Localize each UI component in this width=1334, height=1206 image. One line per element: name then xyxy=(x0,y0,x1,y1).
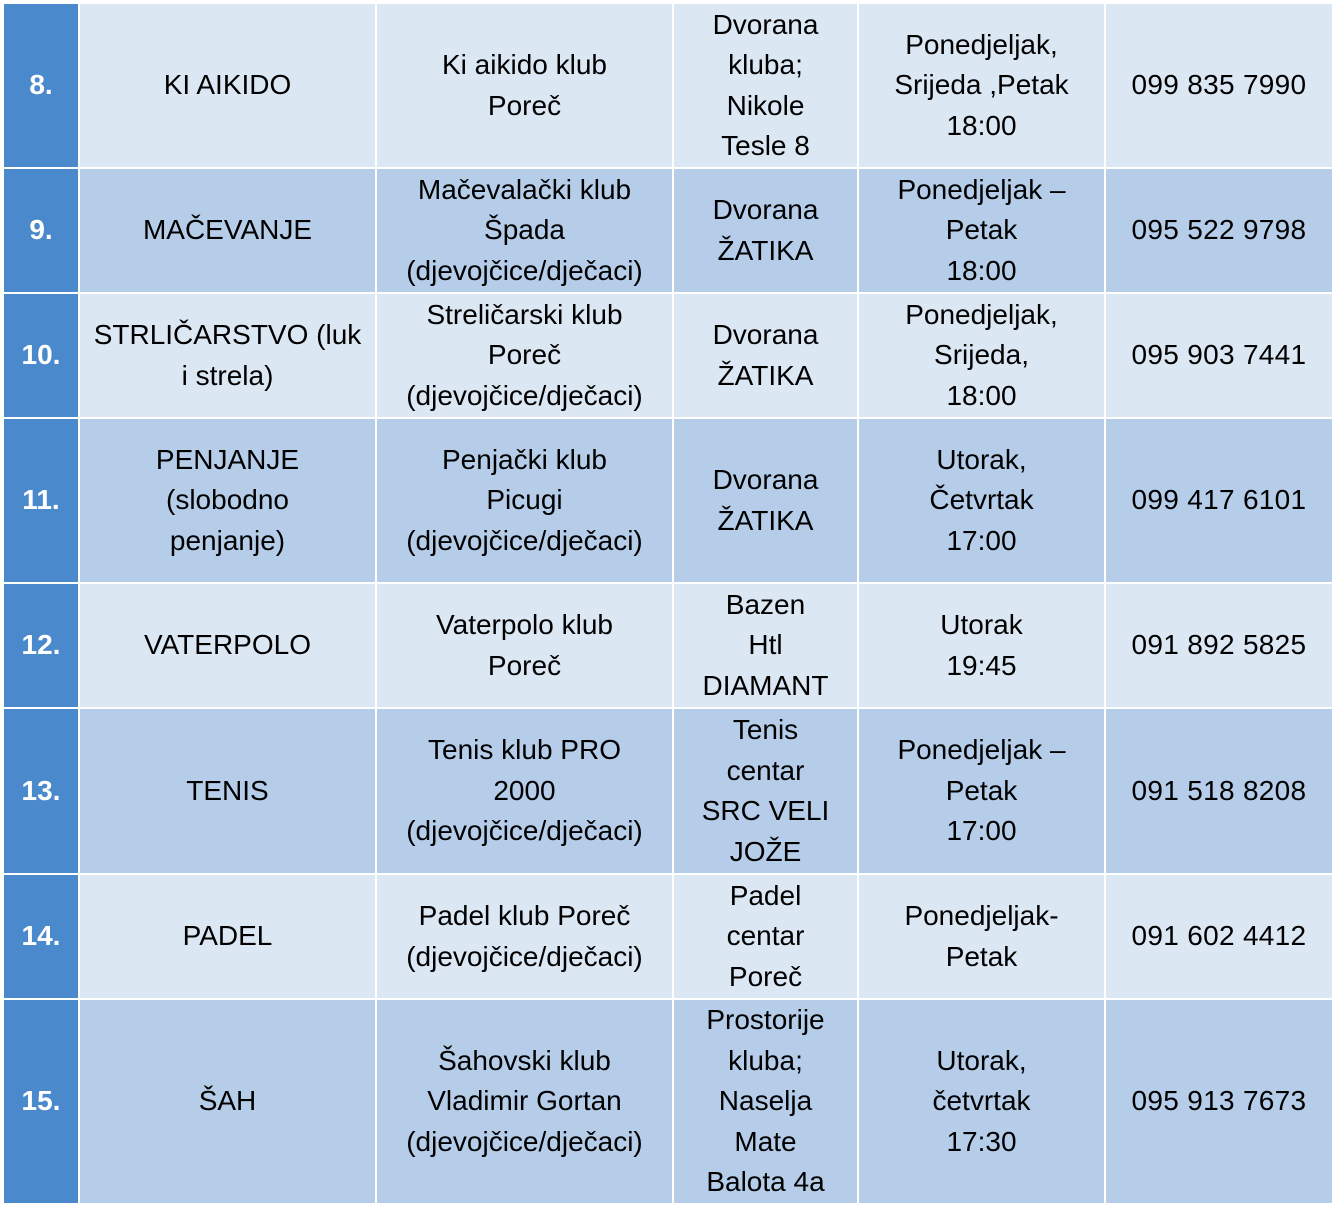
phone-number: 091 602 4412 xyxy=(1105,874,1333,999)
club-name: Ki aikido klub Poreč xyxy=(376,3,673,168)
venue: Bazen Htl DIAMANT xyxy=(673,583,858,708)
phone-number: 091 892 5825 xyxy=(1105,583,1333,708)
phone-number: 099 835 7990 xyxy=(1105,3,1333,168)
schedule: Utorak 19:45 xyxy=(858,583,1105,708)
table-row xyxy=(3,874,1333,999)
club-name: Vaterpolo klub Poreč xyxy=(376,583,673,708)
table-row xyxy=(3,708,1333,874)
sport-name: TENIS xyxy=(79,708,376,874)
club-name: Padel klub Poreč (djevojčice/dječaci) xyxy=(376,874,673,999)
sport-name: VATERPOLO xyxy=(79,583,376,708)
venue: Dvorana kluba; Nikole Tesle 8 xyxy=(673,3,858,168)
table-row xyxy=(3,3,1333,168)
club-name: Streličarski klub Poreč (djevojčice/dječaci) xyxy=(376,293,673,418)
row-number: 13. xyxy=(3,708,79,874)
phone-number: 095 913 7673 xyxy=(1105,999,1333,1204)
row-number: 14. xyxy=(3,874,79,999)
row-number: 9. xyxy=(3,168,79,293)
table-row xyxy=(3,583,1333,708)
phone-number: 095 522 9798 xyxy=(1105,168,1333,293)
venue: Dvorana ŽATIKA xyxy=(673,168,858,293)
row-number: 15. xyxy=(3,999,79,1204)
sport-name: KI AIKIDO xyxy=(79,3,376,168)
row-number: 8. xyxy=(3,3,79,168)
venue: Padel centar Poreč xyxy=(673,874,858,999)
phone-number: 095 903 7441 xyxy=(1105,293,1333,418)
club-name: Tenis klub PRO 2000 (djevojčice/dječaci) xyxy=(376,708,673,874)
row-number: 10. xyxy=(3,293,79,418)
venue: Dvorana ŽATIKA xyxy=(673,293,858,418)
club-name: Šahovski klub Vladimir Gortan (djevojčice/dječaci) xyxy=(376,999,673,1204)
club-name: Penjački klub Picugi (djevojčice/dječaci) xyxy=(376,418,673,583)
schedule: Ponedjeljak- Petak xyxy=(858,874,1105,999)
sport-name: PADEL xyxy=(79,874,376,999)
schedule: Utorak, Četvrtak 17:00 xyxy=(858,418,1105,583)
schedule: Utorak, četvrtak 17:30 xyxy=(858,999,1105,1204)
venue: Dvorana ŽATIKA xyxy=(673,418,858,583)
table-row xyxy=(3,168,1333,293)
sport-name: ŠAH xyxy=(79,999,376,1204)
schedule: Ponedjeljak, Srijeda, 18:00 xyxy=(858,293,1105,418)
venue: Prostorije kluba; Naselja Mate Balota 4a xyxy=(673,999,858,1204)
schedule: Ponedjeljak – Petak 17:00 xyxy=(858,708,1105,874)
sport-name: STRLIČARSTVO (luk i strela) xyxy=(79,293,376,418)
schedule: Ponedjeljak, Srijeda ,Petak 18:00 xyxy=(858,3,1105,168)
sports-clubs-table xyxy=(2,2,1334,1205)
row-number: 11. xyxy=(3,418,79,583)
table-row xyxy=(3,418,1333,583)
club-name: Mačevalački klub Špada (djevojčice/dječaci) xyxy=(376,168,673,293)
schedule: Ponedjeljak – Petak 18:00 xyxy=(858,168,1105,293)
phone-number: 091 518 8208 xyxy=(1105,708,1333,874)
table-row xyxy=(3,293,1333,418)
sport-name: PENJANJE (slobodno penjanje) xyxy=(79,418,376,583)
table-row xyxy=(3,999,1333,1204)
row-number: 12. xyxy=(3,583,79,708)
sport-name: MAČEVANJE xyxy=(79,168,376,293)
phone-number: 099 417 6101 xyxy=(1105,418,1333,583)
venue: Tenis centar SRC VELI JOŽE xyxy=(673,708,858,874)
